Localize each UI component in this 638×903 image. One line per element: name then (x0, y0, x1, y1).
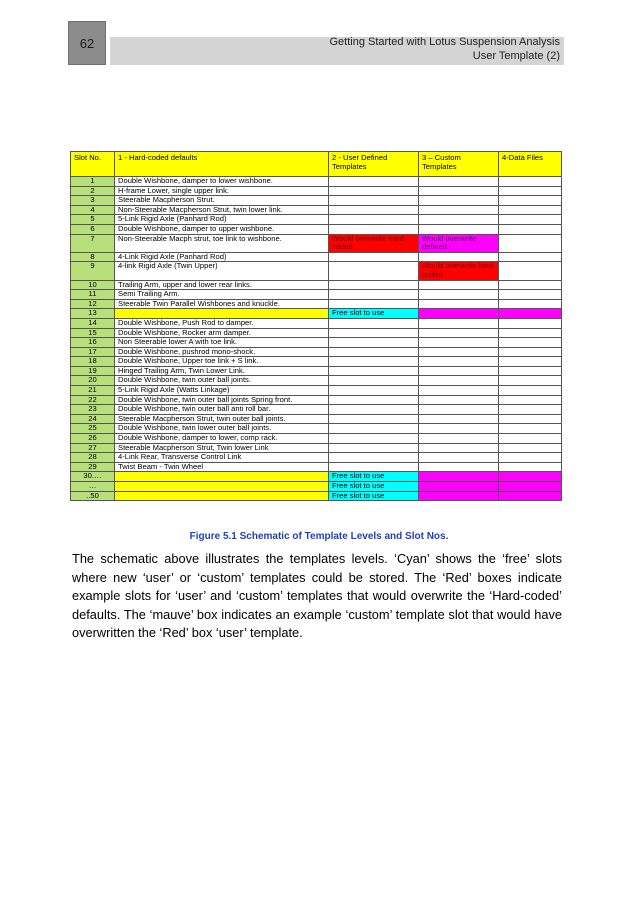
hard-coded-cell: Double Wishbone, damper to upper wishbone. (115, 224, 329, 234)
table-row (71, 443, 562, 453)
body-paragraph: The schematic above illustrates the templates levels. ‘Cyan’ shows the ‘free’ slots where new ‘user’ or ‘custom’ templates could be stored. The ‘Red’ boxes indicate example slots for ‘user’ and ‘custom’ templates that would overwrite the ‘Hard-coded’ defaults. The ‘mauve’ box indicates an example ‘custom’ template slot that would have overwritten the ‘Red’ box ‘user’ template. (72, 551, 562, 640)
slot-number-cell: 14 (71, 318, 115, 328)
table-row (71, 252, 562, 262)
user-defined-cell (329, 338, 419, 348)
user-defined-cell (329, 252, 419, 262)
table-header-row (71, 152, 562, 177)
hard-coded-cell: Steerable Macpherson Strut, Twin lower Link (115, 443, 329, 453)
user-defined-cell (329, 186, 419, 196)
custom-cell (419, 318, 499, 328)
user-defined-cell: Free slot to use (329, 482, 419, 492)
user-defined-cell (329, 376, 419, 386)
slot-number-cell: 9 (71, 262, 115, 280)
user-defined-cell (329, 462, 419, 472)
table-row (71, 328, 562, 338)
user-defined-cell (329, 443, 419, 453)
table-row (71, 357, 562, 367)
hard-coded-cell (115, 309, 329, 319)
data-files-cell (499, 472, 562, 482)
data-files-cell (499, 262, 562, 280)
slot-number-cell: 20 (71, 376, 115, 386)
user-defined-cell (329, 366, 419, 376)
data-files-cell (499, 357, 562, 367)
data-files-cell (499, 224, 562, 234)
data-files-cell (499, 290, 562, 300)
custom-cell (419, 215, 499, 225)
hard-coded-cell (115, 472, 329, 482)
user-defined-cell (329, 299, 419, 309)
custom-cell (419, 366, 499, 376)
slot-number-cell: 16 (71, 338, 115, 348)
table-row (71, 366, 562, 376)
user-defined-cell (329, 224, 419, 234)
user-defined-cell (329, 328, 419, 338)
header-bar (110, 37, 564, 65)
custom-cell (419, 196, 499, 206)
slot-number-cell: 26 (71, 434, 115, 444)
custom-cell (419, 443, 499, 453)
slot-number-cell: 10 (71, 280, 115, 290)
hard-coded-cell: Double Wishbone, twin outer ball anti roll bar. (115, 405, 329, 415)
data-files-cell (499, 347, 562, 357)
slot-number-cell: 24 (71, 414, 115, 424)
custom-cell (419, 290, 499, 300)
hard-coded-cell: Non-Steerable Macpherson Strut, twin lower link. (115, 205, 329, 215)
col-header-user-defined: 2 - User Defined Templates (329, 152, 419, 177)
table-row (71, 414, 562, 424)
user-defined-cell (329, 262, 419, 280)
hard-coded-cell: 4-Link Rigid Axle (Panhard Rod) (115, 252, 329, 262)
table-row (71, 453, 562, 463)
data-files-cell (499, 328, 562, 338)
table-row (71, 262, 562, 280)
slot-number-cell: 11 (71, 290, 115, 300)
hard-coded-cell: Double Wishbone, twin lower outer ball joints. (115, 424, 329, 434)
user-defined-cell (329, 347, 419, 357)
slot-number-cell: 30.… (71, 472, 115, 482)
custom-cell (419, 414, 499, 424)
hard-coded-cell: Trailing Arm, upper and lower rear links. (115, 280, 329, 290)
slot-number-cell: 5 (71, 215, 115, 225)
data-files-cell (499, 386, 562, 396)
data-files-cell (499, 482, 562, 492)
hard-coded-cell: Double Wishbone, damper to lower wishbone. (115, 177, 329, 187)
page-number: 62 (68, 21, 106, 65)
table-row (71, 215, 562, 225)
data-files-cell (499, 338, 562, 348)
hard-coded-cell: Twist Beam - Twin Wheel (115, 462, 329, 472)
user-defined-cell (329, 290, 419, 300)
table-row (71, 395, 562, 405)
slot-number-cell: 17 (71, 347, 115, 357)
custom-cell (419, 280, 499, 290)
custom-cell (419, 453, 499, 463)
hard-coded-cell: Non-Steerable Macph strut, toe link to wishbone. (115, 234, 329, 252)
slot-number-cell: ..50 (71, 491, 115, 501)
hard-coded-cell: Double Wishbone, pushrod mono-shock. (115, 347, 329, 357)
hard-coded-cell: H-frame Lower, single upper link. (115, 186, 329, 196)
custom-cell (419, 395, 499, 405)
custom-cell (419, 338, 499, 348)
slot-number-cell: 1 (71, 177, 115, 187)
user-defined-cell (329, 453, 419, 463)
table-row (71, 472, 562, 482)
hard-coded-cell: Double Wishbone, Upper toe link + S link. (115, 357, 329, 367)
data-files-cell (499, 186, 562, 196)
col-header-custom: 3 – Custom Templates (419, 152, 499, 177)
hard-coded-cell: Semi Trailing Arm. (115, 290, 329, 300)
table-row (71, 338, 562, 348)
table-row (71, 462, 562, 472)
user-defined-cell (329, 386, 419, 396)
custom-cell (419, 347, 499, 357)
data-files-cell (499, 234, 562, 252)
custom-cell (419, 462, 499, 472)
table-row (71, 434, 562, 444)
slot-number-cell: 2 (71, 186, 115, 196)
user-defined-cell (329, 318, 419, 328)
running-title (329, 35, 560, 63)
user-defined-cell (329, 205, 419, 215)
hard-coded-cell (115, 482, 329, 492)
data-files-cell (499, 424, 562, 434)
page-header (68, 21, 564, 65)
custom-cell (419, 491, 499, 501)
custom-cell (419, 177, 499, 187)
table-row (71, 280, 562, 290)
table-row (71, 309, 562, 319)
data-files-cell (499, 395, 562, 405)
slot-number-cell: 25 (71, 424, 115, 434)
table-row (71, 376, 562, 386)
slot-number-cell: 23 (71, 405, 115, 415)
table-row (71, 290, 562, 300)
hard-coded-cell: Double Wishbone, Push Rod to damper. (115, 318, 329, 328)
table-row (71, 177, 562, 187)
custom-cell (419, 328, 499, 338)
custom-cell: Would overwrite defined (419, 234, 499, 252)
slot-number-cell: 18 (71, 357, 115, 367)
hard-coded-cell: Double Wishbone, twin outer ball joints. (115, 376, 329, 386)
custom-cell (419, 224, 499, 234)
table-row (71, 186, 562, 196)
data-files-cell (499, 215, 562, 225)
custom-cell (419, 299, 499, 309)
custom-cell (419, 472, 499, 482)
user-defined-cell: Would overwrite hard coded (329, 234, 419, 252)
custom-cell (419, 405, 499, 415)
data-files-cell (499, 376, 562, 386)
slot-number-cell: 12 (71, 299, 115, 309)
slot-number-cell: 13 (71, 309, 115, 319)
data-files-cell (499, 414, 562, 424)
user-defined-cell: Free slot to use (329, 491, 419, 501)
col-header-data-files: 4-Data Files (499, 152, 562, 177)
custom-cell: Would overwrite hard coded (419, 262, 499, 280)
template-slot-table (70, 151, 562, 501)
figure-caption: Figure 5.1 Schematic of Template Levels and Slot Nos. (189, 531, 449, 542)
table-row (71, 491, 562, 501)
hard-coded-cell: Double Wishbone, damper to lower, comp rack. (115, 434, 329, 444)
table-row (71, 299, 562, 309)
data-files-cell (499, 366, 562, 376)
hard-coded-cell: Hinged Trailing Arm, Twin Lower Link. (115, 366, 329, 376)
data-files-cell (499, 280, 562, 290)
table-row (71, 405, 562, 415)
hard-coded-cell (115, 491, 329, 501)
data-files-cell (499, 318, 562, 328)
table-body (71, 177, 562, 501)
custom-cell (419, 386, 499, 396)
table-row (71, 234, 562, 252)
data-files-cell (499, 453, 562, 463)
hard-coded-cell: 5-Link Rigid Axle (Watts Linkage) (115, 386, 329, 396)
custom-cell (419, 252, 499, 262)
custom-cell (419, 482, 499, 492)
user-defined-cell (329, 405, 419, 415)
custom-cell (419, 434, 499, 444)
col-header-hard-coded: 1 - Hard-coded defaults (115, 152, 329, 177)
data-files-cell (499, 405, 562, 415)
user-defined-cell (329, 395, 419, 405)
data-files-cell (499, 177, 562, 187)
slot-number-cell: 3 (71, 196, 115, 206)
custom-cell (419, 205, 499, 215)
table-row (71, 224, 562, 234)
slot-number-cell: 27 (71, 443, 115, 453)
slot-number-cell: 19 (71, 366, 115, 376)
user-defined-cell (329, 196, 419, 206)
user-defined-cell (329, 434, 419, 444)
hard-coded-cell: Steerable Twin Parallel Wishbones and knuckle. (115, 299, 329, 309)
table-row (71, 196, 562, 206)
data-files-cell (499, 309, 562, 319)
table-row (71, 482, 562, 492)
data-files-cell (499, 252, 562, 262)
table-row (71, 347, 562, 357)
hard-coded-cell: Non Steerable lower A with toe link. (115, 338, 329, 348)
slot-number-cell: 22 (71, 395, 115, 405)
custom-cell (419, 357, 499, 367)
table-row (71, 318, 562, 328)
slot-number-cell: 15 (71, 328, 115, 338)
data-files-cell (499, 491, 562, 501)
table-row (71, 386, 562, 396)
user-defined-cell (329, 414, 419, 424)
data-files-cell (499, 196, 562, 206)
table-row (71, 424, 562, 434)
data-files-cell (499, 462, 562, 472)
custom-cell (419, 376, 499, 386)
col-header-slot: Slot No. (71, 152, 115, 177)
user-defined-cell (329, 357, 419, 367)
slot-number-cell: 28 (71, 453, 115, 463)
slot-number-cell: 21 (71, 386, 115, 396)
data-files-cell (499, 443, 562, 453)
hard-coded-cell: 4-Link Rear, Transverse Control Link (115, 453, 329, 463)
user-defined-cell: Free slot to use (329, 309, 419, 319)
user-defined-cell (329, 215, 419, 225)
table-row (71, 205, 562, 215)
data-files-cell (499, 299, 562, 309)
slot-number-cell: 4 (71, 205, 115, 215)
hard-coded-cell: Steerable Macpherson Strut. (115, 196, 329, 206)
hard-coded-cell: 5-Link Rigid Axle (Panhard Rod) (115, 215, 329, 225)
running-title-line2: User Template (2) (472, 50, 560, 62)
hard-coded-cell: Steerable Macpherson Strut, twin outer ball joints. (115, 414, 329, 424)
slot-number-cell: 6 (71, 224, 115, 234)
custom-cell (419, 186, 499, 196)
running-title-line1: Getting Started with Lotus Suspension Analysis (329, 36, 560, 48)
data-files-cell (499, 205, 562, 215)
hard-coded-cell: Double Wishbone, twin outer ball joints Spring front. (115, 395, 329, 405)
data-files-cell (499, 434, 562, 444)
hard-coded-cell: 4-link Rigid Axle (Twin Upper) (115, 262, 329, 280)
user-defined-cell: Free slot to use (329, 472, 419, 482)
custom-cell (419, 309, 499, 319)
slot-number-cell: 29 (71, 462, 115, 472)
slot-number-cell: … (71, 482, 115, 492)
user-defined-cell (329, 177, 419, 187)
hard-coded-cell: Double Wishbone, Rocker arm damper. (115, 328, 329, 338)
custom-cell (419, 424, 499, 434)
user-defined-cell (329, 424, 419, 434)
user-defined-cell (329, 280, 419, 290)
slot-number-cell: 8 (71, 252, 115, 262)
slot-number-cell: 7 (71, 234, 115, 252)
